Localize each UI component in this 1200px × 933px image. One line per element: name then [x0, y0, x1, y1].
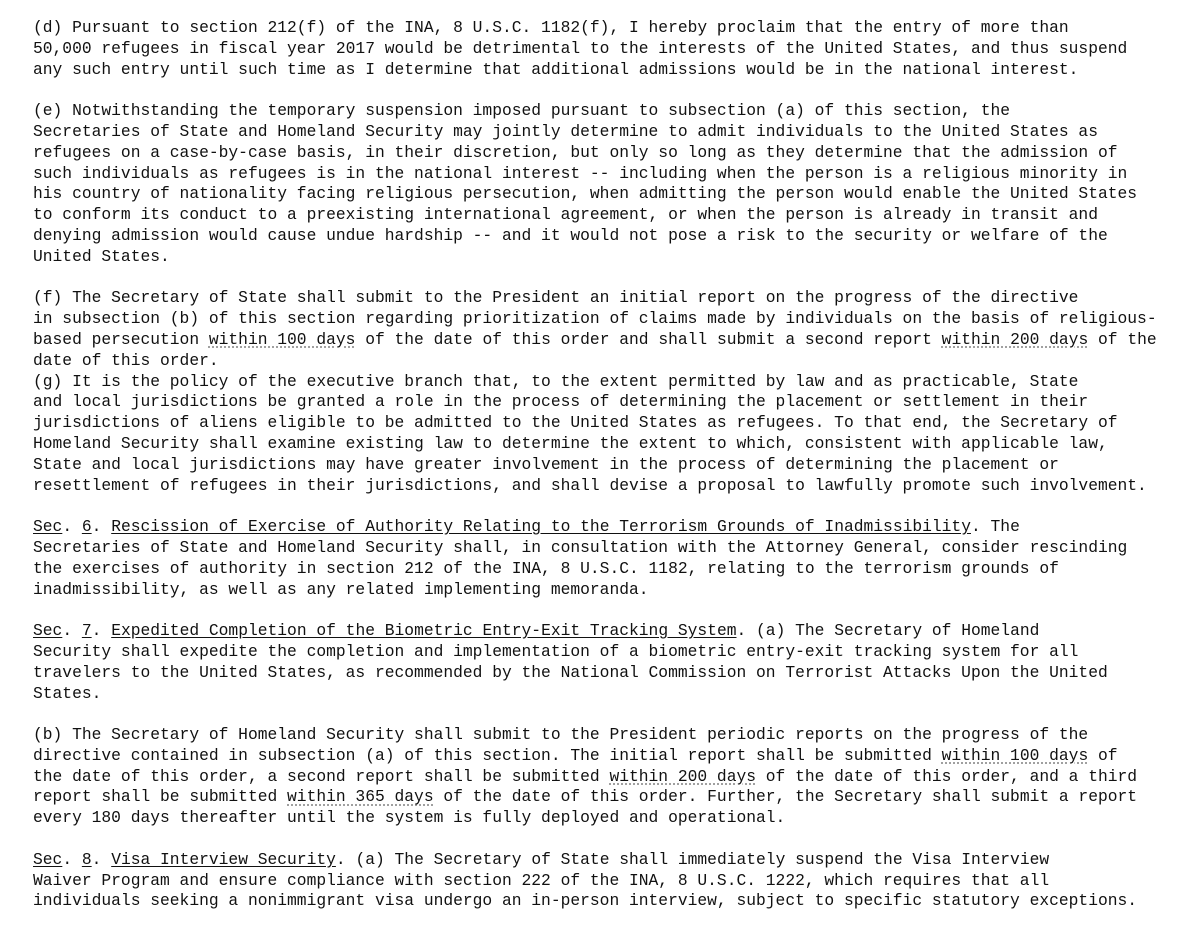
body-text: of the date of this order, a second report shall be submitted [33, 745, 1118, 786]
paragraph-sec5-f [33, 288, 1183, 371]
underlined-heading-text: 7 [81, 621, 92, 641]
paragraph-sec6 [33, 517, 1183, 600]
body-text: of the date of this order. [33, 329, 1157, 370]
body-text: . The Secretaries of State and Homeland Security shall, in consultation with the Attorney General, consider rescinding the exercises of authority in section 212 of the INA, 8 U.S.C. 1182, relating to the terrorism grounds of inadmissibility, as well as any related implementing memoranda. [33, 517, 1128, 599]
date-phrase: within 200 days [941, 329, 1089, 349]
paragraph-sec5-e [33, 101, 1183, 267]
paragraph-sec5-d [33, 18, 1183, 80]
body-text: of the date of this order and shall submit a second report [355, 329, 942, 349]
body-text: . [62, 849, 82, 869]
date-phrase: within 100 days [941, 745, 1089, 765]
underlined-heading-text: Sec [33, 849, 63, 869]
body-text: . [91, 621, 112, 641]
date-phrase: within 100 days [208, 329, 356, 349]
date-phrase: within 200 days [609, 766, 757, 786]
body-text: (b) The Secretary of Homeland Security shall submit to the President periodic reports on the progress of the directive contained in subsection (a) of this section. The initial report shall be submitted [33, 725, 1089, 765]
underlined-heading-text: Visa Interview Security [111, 849, 336, 869]
date-phrase: within 365 days [287, 787, 434, 807]
underlined-heading-text: Sec [33, 621, 63, 641]
body-text: (e) Notwithstanding the temporary suspension imposed pursuant to subsection (a) of this section, the Secretaries of State and Homeland Security may jointly determine to admit individuals to the United States as refugees on a case-by-case basis, in their discretion, but only so long as they determine that the admission of such individuals as refugees is in the national interest -- including when the person is a religious minority in his country of nationality facing religious persecution, when admitting the person would enable the United States to conform its conduct to a preexisting international agreement, or when the person is already in transit and denying admission would cause undue hardship -- and it would not pose a risk to the security or welfare of the United States. [33, 101, 1138, 266]
paragraph-sec8-a [33, 850, 1183, 912]
body-text: . [91, 517, 112, 537]
body-text: . (a) The Secretary of State shall immediately suspend the Visa Interview Waiver Program and ensure compliance with section 222 of the INA, 8 U.S.C. 1222, which requires that all individuals seeking a nonimmigrant visa undergo an in-person interview, subject to specific statutory exceptions. [33, 849, 1138, 911]
underlined-heading-text: Sec [33, 517, 63, 537]
underlined-heading-text: Rescission of Exercise of Authority Relating to the Terrorism Grounds of Inadmissibility [111, 517, 971, 537]
body-text: of the date of this order, and a third report shall be submitted [33, 766, 1138, 807]
underlined-heading-text: Expedited Completion of the Biometric Entry-Exit Tracking System [111, 621, 737, 641]
body-text: (f) The Secretary of State shall submit to the President an initial report on the progress of the directive in subsection (b) of this section regarding prioritization of claims made by individuals on the basis of religious- based persecution [33, 288, 1157, 349]
paragraph-sec5-g [33, 372, 1183, 497]
body-text: (g) It is the policy of the executive branch that, to the extent permitted by law and as practicable, State and local jurisdictions be granted a role in the process of determining the placement or settlement in their jurisdictions of aliens eligible to be admitted to the United States as refugees. To that end, the Secretary of Homeland Security shall examine existing law to determine the extent to which, consistent with applicable law, State and local jurisdictions may have greater involvement in the process of determining the placement or resettlement of refugees in their jurisdictions, and shall devise a proposal to lawfully promote such involvement. [33, 371, 1147, 495]
body-text: . [62, 621, 82, 641]
document-page [33, 18, 1183, 933]
body-text: of the date of this order. Further, the Secretary shall submit a report every 180 days thereafter until the system is fully deployed and operational. [33, 787, 1138, 828]
body-text: (d) Pursuant to section 212(f) of the INA, 8 U.S.C. 1182(f), I hereby proclaim that the entry of more than 50,000 refugees in fiscal year 2017 would be detrimental to the interests of the United States, and thus suspend any such entry until such time as I determine that additional admissions would be in the national interest. [33, 18, 1128, 79]
body-text: . (a) The Secretary of Homeland Security shall expedite the completion and implementation of a biometric entry-exit tracking system for all travelers to the United States, as recommended by the National Commission on Terrorist Attacks Upon the United States. [33, 621, 1108, 703]
paragraph-sec7-b [33, 725, 1183, 829]
paragraph-sec7-a [33, 621, 1183, 704]
underlined-heading-text: 8 [81, 849, 92, 869]
underlined-heading-text: 6 [81, 517, 92, 537]
body-text: . [62, 517, 82, 537]
body-text: . [91, 849, 112, 869]
